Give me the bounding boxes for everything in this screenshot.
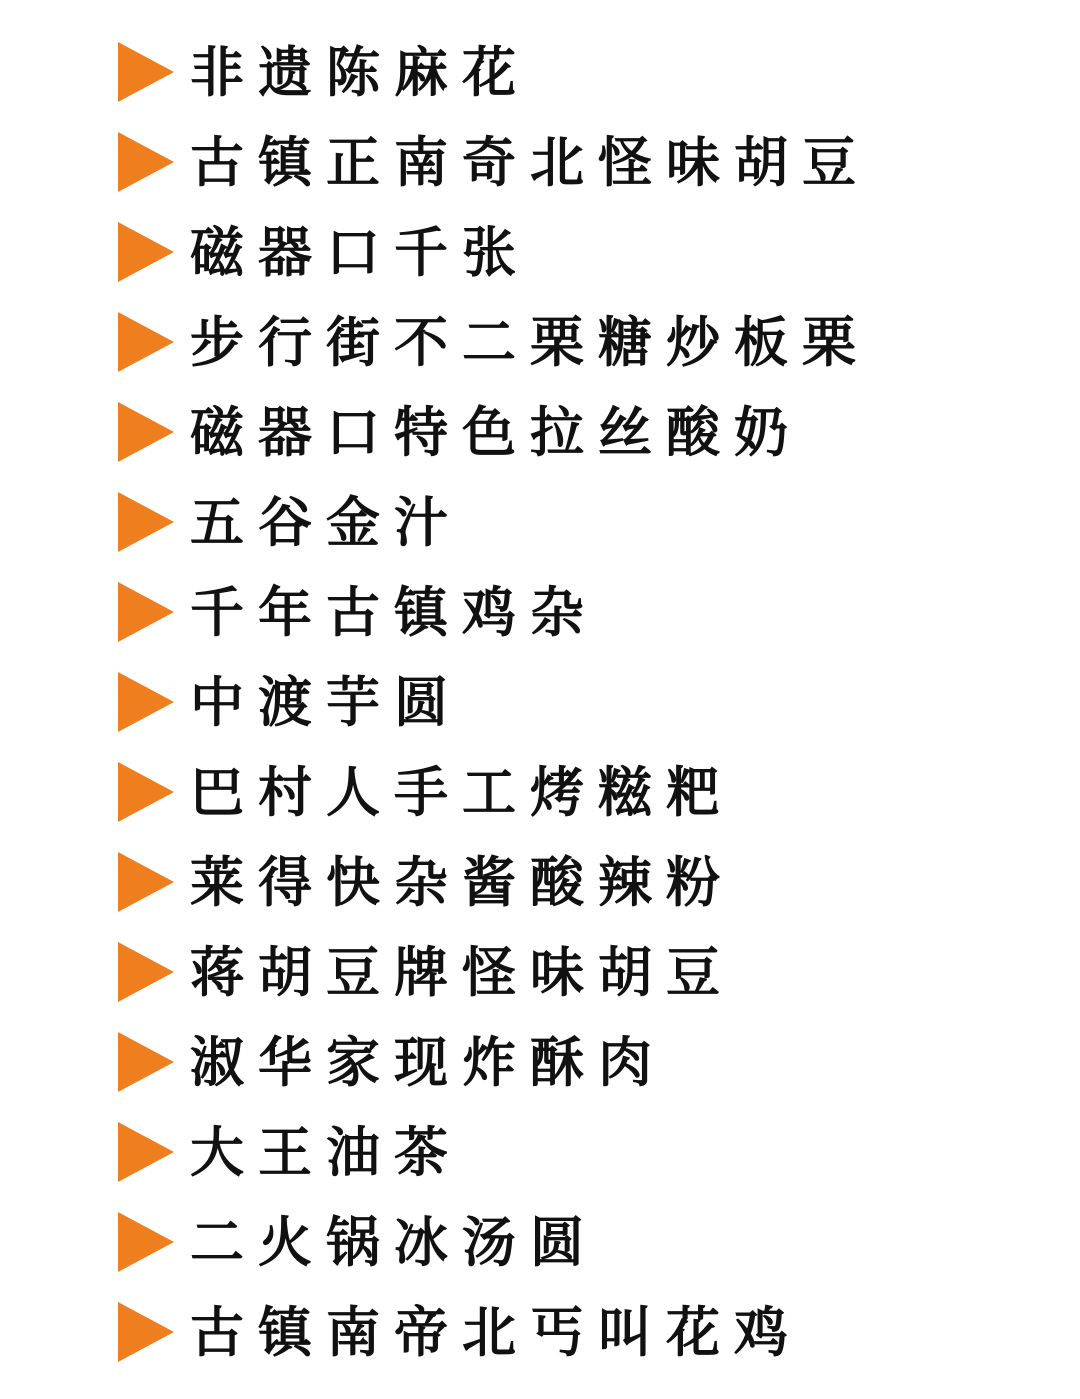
list-item-label: 古镇南帝北丐叫花鸡 xyxy=(190,1303,802,1363)
list-item xyxy=(118,1017,1080,1107)
triangle-right-icon xyxy=(118,582,174,642)
list-item-label: 五谷金汁 xyxy=(190,493,462,553)
list-item xyxy=(118,297,1080,387)
triangle-right-icon xyxy=(118,852,174,912)
list-item-label: 淑华家现炸酥肉 xyxy=(190,1033,666,1093)
list-item-label: 莱得快杂酱酸辣粉 xyxy=(190,853,734,913)
triangle-right-icon xyxy=(118,672,174,732)
list-item-label: 千年古镇鸡杂 xyxy=(190,583,598,643)
list-item xyxy=(118,927,1080,1017)
list-item xyxy=(118,207,1080,297)
triangle-right-icon xyxy=(118,222,174,282)
triangle-right-icon xyxy=(118,942,174,1002)
triangle-right-icon xyxy=(118,1032,174,1092)
list-item xyxy=(118,567,1080,657)
list-item-label: 二火锅冰汤圆 xyxy=(190,1213,598,1273)
list-item xyxy=(118,657,1080,747)
list-item xyxy=(118,477,1080,567)
list-item-label: 巴村人手工烤糍粑 xyxy=(190,763,734,823)
triangle-right-icon xyxy=(118,492,174,552)
list-item-label: 古镇正南奇北怪味胡豆 xyxy=(190,133,870,193)
triangle-right-icon xyxy=(118,1302,174,1362)
triangle-right-icon xyxy=(118,312,174,372)
list-item xyxy=(118,387,1080,477)
list-item xyxy=(118,1197,1080,1287)
list-item-label: 非遗陈麻花 xyxy=(190,43,530,103)
triangle-right-icon xyxy=(118,762,174,822)
list-item-label: 磁器口千张 xyxy=(190,223,530,283)
list-item xyxy=(118,1287,1080,1377)
list-item xyxy=(118,1107,1080,1197)
list-item xyxy=(118,27,1080,117)
triangle-right-icon xyxy=(118,402,174,462)
list-item-label: 磁器口特色拉丝酸奶 xyxy=(190,403,802,463)
list-item-label: 蒋胡豆牌怪味胡豆 xyxy=(190,943,734,1003)
triangle-right-icon xyxy=(118,1122,174,1182)
list-item xyxy=(118,837,1080,927)
triangle-right-icon xyxy=(118,42,174,102)
list-item-label: 步行街不二栗糖炒板栗 xyxy=(190,313,870,373)
list-item xyxy=(118,117,1080,207)
triangle-right-icon xyxy=(118,1212,174,1272)
list-item-label: 中渡芋圆 xyxy=(190,673,462,733)
list-item-label: 大王油茶 xyxy=(190,1123,462,1183)
triangle-right-icon xyxy=(118,132,174,192)
list-item xyxy=(118,747,1080,837)
